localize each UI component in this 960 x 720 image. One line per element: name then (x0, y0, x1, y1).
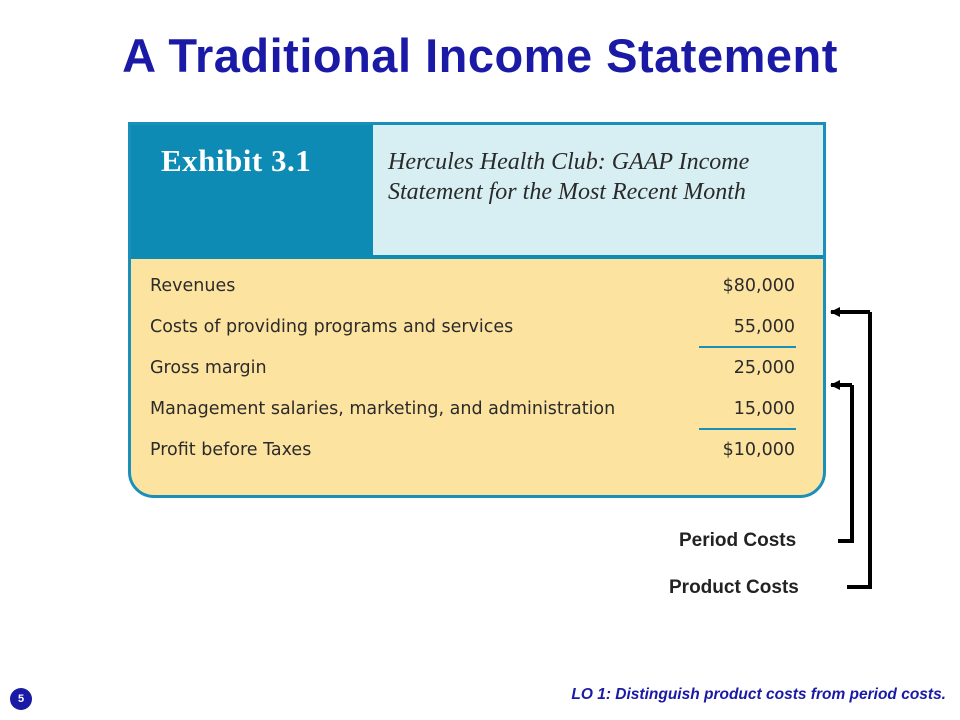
statement-row-program-costs (150, 313, 795, 343)
product-costs-bracket-arrow (847, 312, 870, 587)
exhibit-header (131, 125, 823, 259)
row-amount: 55,000 (733, 317, 795, 337)
row-label: Profit before Taxes (150, 440, 312, 460)
statement-row-gross-margin (150, 354, 795, 384)
row-amount: 15,000 (733, 399, 795, 419)
learning-objective-footer: LO 1: Distinguish product costs from period costs. (571, 686, 946, 703)
subtotal-rule (699, 346, 796, 348)
product-costs-label: Product Costs (669, 577, 799, 598)
exhibit-label: Exhibit 3.1 (161, 143, 312, 178)
row-amount: $10,000 (722, 440, 795, 460)
row-amount: $80,000 (722, 276, 795, 296)
row-label: Costs of providing programs and services (150, 317, 514, 337)
period-costs-bracket-arrow (838, 385, 852, 541)
statement-row-admin-costs (150, 395, 795, 425)
row-label: Gross margin (150, 358, 267, 378)
statement-row-profit (150, 436, 795, 466)
statement-row-revenues (150, 272, 795, 302)
exhibit-caption: Hercules Health Club: GAAP Income Statement for the Most Recent Month (388, 149, 750, 205)
slide-number-badge: 5 (10, 688, 32, 710)
row-label: Management salaries, marketing, and administration (150, 399, 616, 419)
period-costs-label: Period Costs (679, 530, 797, 551)
total-rule (699, 428, 796, 430)
slide-title: A Traditional Income Statement (122, 29, 838, 82)
row-label: Revenues (150, 276, 236, 296)
row-amount: 25,000 (733, 358, 795, 378)
exhibit-caption-box (373, 125, 823, 255)
income-statement-exhibit (128, 122, 826, 498)
